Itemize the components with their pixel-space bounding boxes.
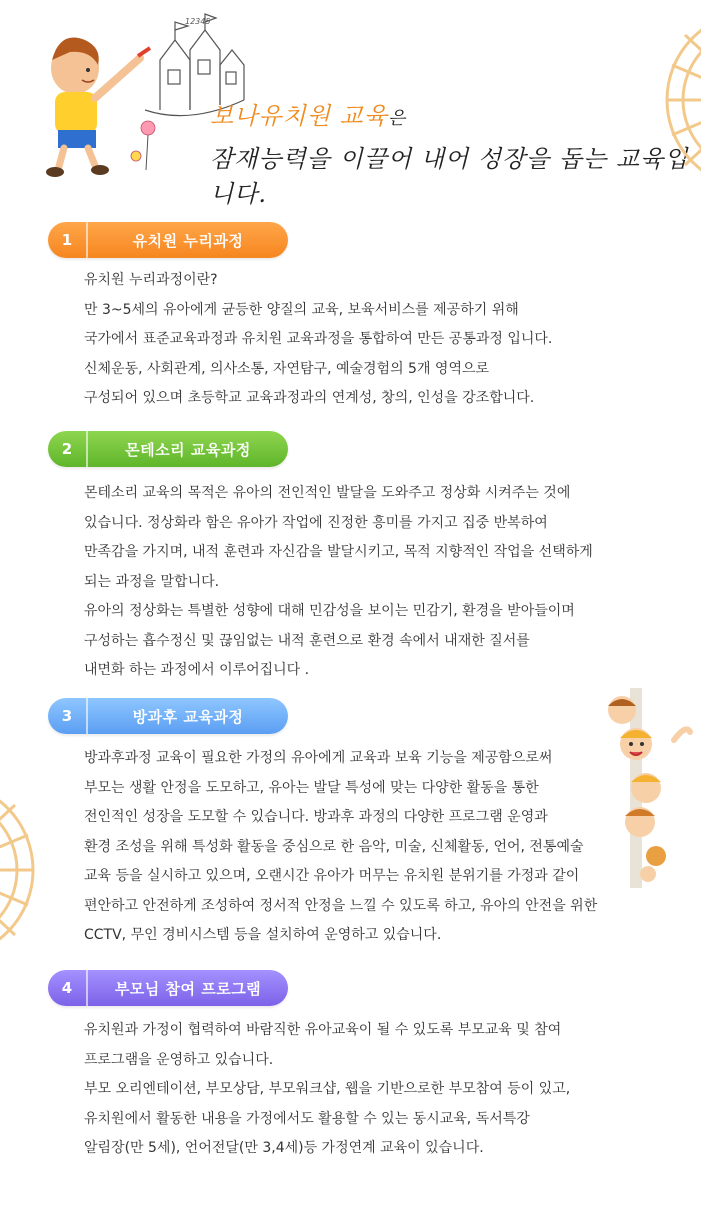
section-number: 2 <box>61 440 73 458</box>
body-line: 방과후과정 교육이 필요한 가정의 유아에게 교육과 보육 기능을 제공함으로써 <box>84 750 553 766</box>
header <box>0 0 701 208</box>
section-parent-participation <box>0 970 701 1170</box>
decorative-wheel-icon <box>660 10 701 190</box>
body-line: 유치원과 가정이 협력하여 바람직한 유아교육이 될 수 있도록 부모교육 및 참여 <box>84 1022 562 1038</box>
section-title: 방과후 교육과정 <box>132 707 244 726</box>
headline <box>210 96 701 209</box>
headline-suffix: 은 <box>387 108 407 129</box>
body-line: 신체운동, 사회관계, 의사소통, 자연탐구, 예술경험의 5개 영역으로 <box>84 360 490 377</box>
body-line: 전인적인 성장을 도모할 수 있습니다. 방과후 과정의 다양한 프로그램 운영과 <box>84 809 548 825</box>
body-line: 환경 조성을 위해 특성화 활동을 중심으로 한 음악, 미술, 신체활동, 언어, 전통예술 <box>84 838 584 855</box>
section-badge <box>48 698 288 734</box>
illustration-numbers: 12345 <box>185 17 211 26</box>
section-title: 몬테소리 교육과정 <box>125 440 251 459</box>
headline-line2: 잠재능력을 이끌어 내어 성장을 돕는 교육입니다. <box>210 145 689 208</box>
body-line: 유치원에서 활동한 내용을 가정에서도 활용할 수 있는 동시교육, 독서특강 <box>84 1110 530 1127</box>
body-line: 만 3~5세의 유아에게 균등한 양질의 교육, 보육서비스를 제공하기 위해 <box>84 301 519 318</box>
section-number: 4 <box>61 979 73 997</box>
body-line: 내면화 하는 과정에서 이루어집니다 . <box>84 662 310 678</box>
section-afterschool-curriculum <box>0 698 701 948</box>
body-line: 되는 과정을 말합니다. <box>84 573 220 590</box>
section-badge <box>48 970 288 1006</box>
section-badge <box>48 431 288 467</box>
section-body <box>84 266 644 414</box>
body-line: 프로그램을 운영하고 있습니다. <box>84 1051 274 1068</box>
body-line: 있습니다. 정상화라 함은 유아가 작업에 진정한 흥미를 가지고 집중 반복하여 <box>84 514 548 531</box>
body-line: 부모는 생활 안정을 도모하고, 유아는 발달 특성에 맞는 다양한 활동을 통한 <box>84 779 539 796</box>
section-number: 1 <box>61 231 73 249</box>
body-line: 구성하는 흡수정신 및 끊임없는 내적 훈련으로 환경 속에서 내재한 질서를 <box>84 632 530 649</box>
body-line: 교육 등을 실시하고 있으며, 오랜시간 유아가 머무는 유치원 분위기를 가정과 같이 <box>84 868 580 884</box>
body-line: 편안하고 안전하게 조성하여 정서적 안정을 느낄 수 있도록 하고, 유아의 안전을 위한 <box>84 897 598 914</box>
body-line: CCTV, 무인 경비시스템 등을 설치하여 운영하고 있습니다. <box>84 927 442 943</box>
headline-brand: 보나유치원 교육 <box>210 102 388 130</box>
section-body <box>84 744 644 951</box>
section-body <box>84 1016 644 1164</box>
body-line: 구성되어 있으며 초등학교 교육과정과의 연계성, 창의, 인성을 강조합니다. <box>84 390 535 406</box>
section-number: 3 <box>61 707 73 725</box>
section-badge <box>48 222 288 258</box>
body-line: 만족감을 가지며, 내적 훈련과 자신감을 발달시키고, 목적 지향적인 작업을 선택하게 <box>84 544 593 560</box>
body-line: 알림장(만 5세), 언어전달(만 3,4세)등 가정연계 교육이 있습니다. <box>84 1140 484 1156</box>
body-line: 국가에서 표준교육과정과 유치원 교육과정을 통합하여 만든 공통과정 입니다. <box>84 331 553 347</box>
body-line: 몬테소리 교육의 목적은 유아의 전인적인 발달을 도와주고 정상화 시켜주는 것에 <box>84 485 571 501</box>
body-line: 유치원 누리과정이란? <box>84 272 218 288</box>
section-nuri-curriculum <box>0 222 701 412</box>
headline-line1 <box>210 96 701 131</box>
section-montessori-curriculum <box>0 431 701 681</box>
section-title: 유치원 누리과정 <box>132 231 244 250</box>
body-line: 유아의 정상화는 특별한 성향에 대해 민감성을 보이는 민감기, 환경을 받아들이며 <box>84 603 575 619</box>
section-body <box>84 479 644 686</box>
body-line: 부모 오리엔테이션, 부모상담, 부모워크샵, 웹을 기반으로한 부모참여 등이 있고, <box>84 1081 571 1097</box>
section-title: 부모님 참여 프로그램 <box>114 979 262 998</box>
